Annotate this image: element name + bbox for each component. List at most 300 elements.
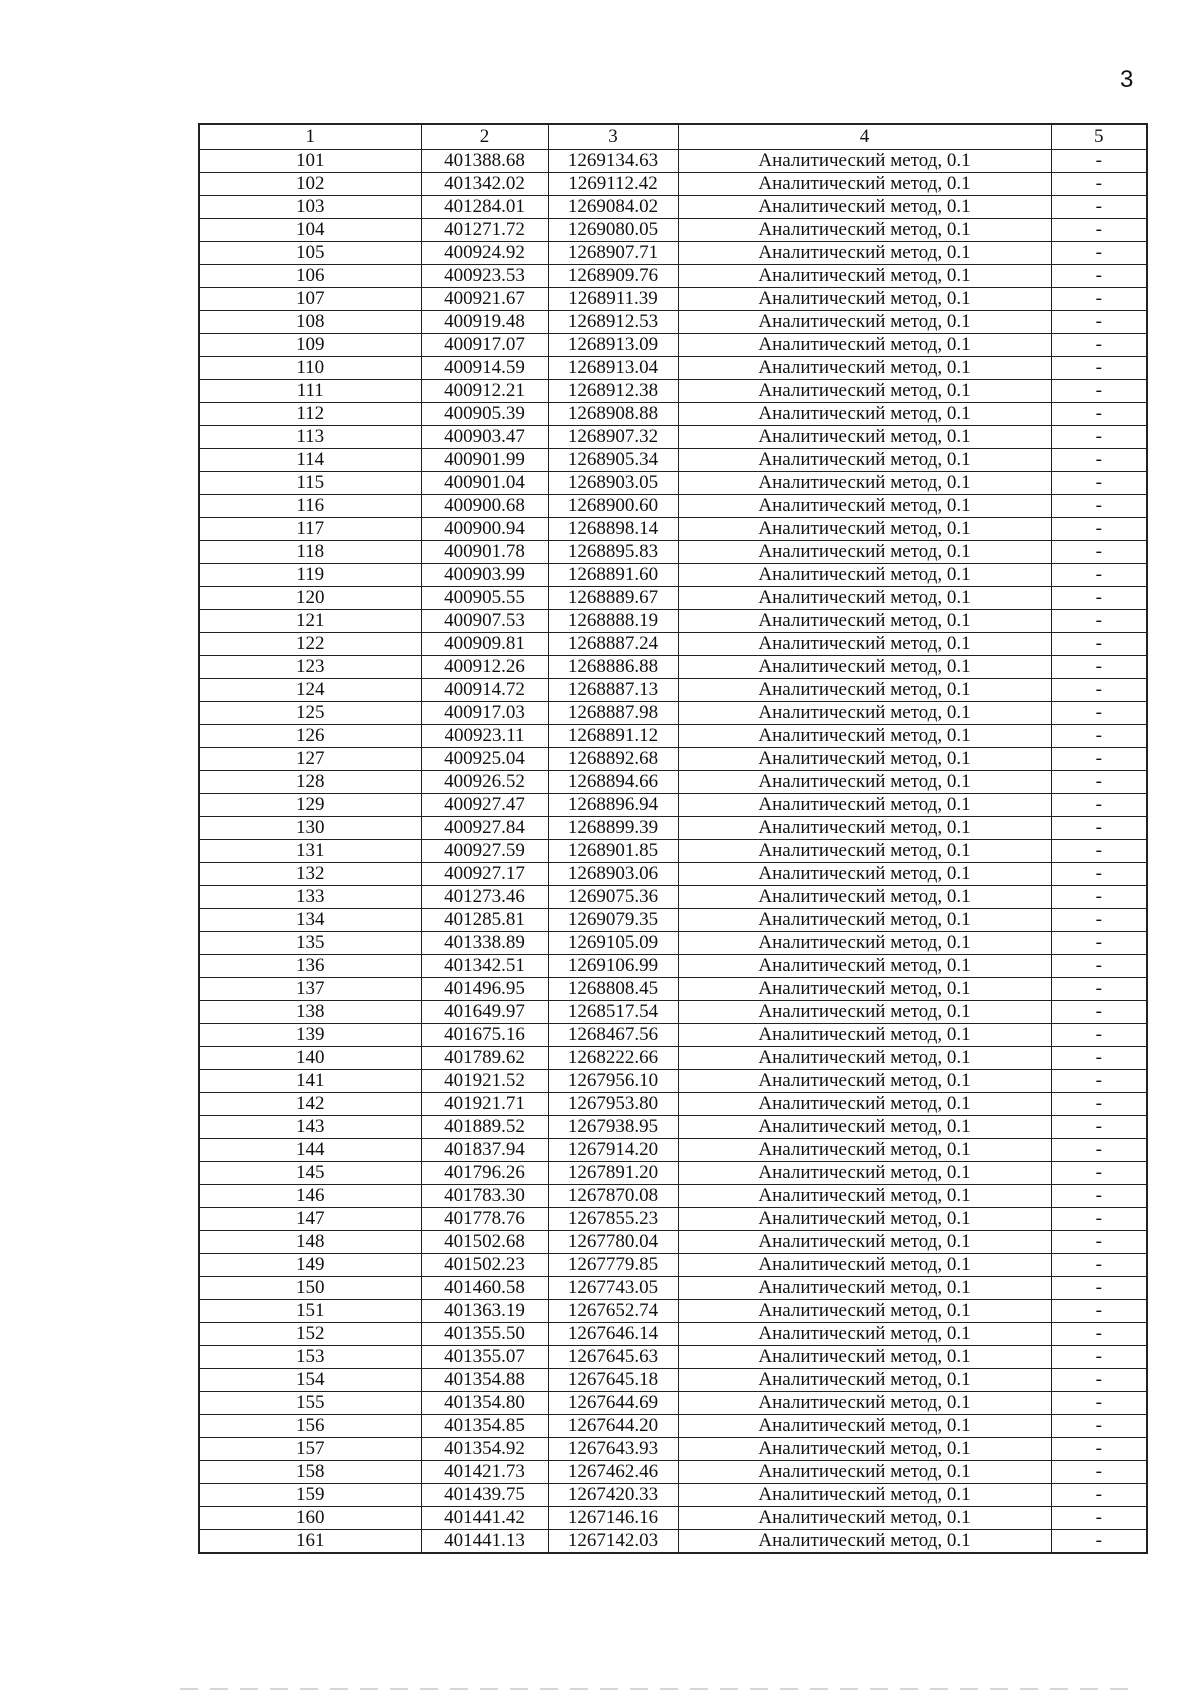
table-row — [199, 1461, 1147, 1484]
note-cell: - — [1051, 725, 1147, 748]
x-coordinate-cell: 400926.52 — [421, 771, 548, 794]
scan-artifact-line — [180, 1688, 1140, 1690]
column-header-5: 5 — [1051, 124, 1147, 150]
point-number-cell: 118 — [199, 541, 421, 564]
table-row — [199, 587, 1147, 610]
y-coordinate-cell: 1267779.85 — [548, 1254, 678, 1277]
table-row — [199, 311, 1147, 334]
point-number-cell: 143 — [199, 1116, 421, 1139]
y-coordinate-cell: 1267462.46 — [548, 1461, 678, 1484]
point-number-cell: 132 — [199, 863, 421, 886]
x-coordinate-cell: 401502.68 — [421, 1231, 548, 1254]
y-coordinate-cell: 1267420.33 — [548, 1484, 678, 1507]
x-coordinate-cell: 400927.84 — [421, 817, 548, 840]
y-coordinate-cell: 1268913.04 — [548, 357, 678, 380]
x-coordinate-cell: 401921.52 — [421, 1070, 548, 1093]
x-coordinate-cell: 401439.75 — [421, 1484, 548, 1507]
y-coordinate-cell: 1268891.60 — [548, 564, 678, 587]
note-cell: - — [1051, 863, 1147, 886]
point-number-cell: 121 — [199, 610, 421, 633]
note-cell: - — [1051, 656, 1147, 679]
method-accuracy-cell: Аналитический метод, 0.1 — [678, 472, 1051, 495]
note-cell: - — [1051, 449, 1147, 472]
point-number-cell: 107 — [199, 288, 421, 311]
note-cell: - — [1051, 1208, 1147, 1231]
table-row — [199, 334, 1147, 357]
method-accuracy-cell: Аналитический метод, 0.1 — [678, 610, 1051, 633]
note-cell: - — [1051, 495, 1147, 518]
method-accuracy-cell: Аналитический метод, 0.1 — [678, 1277, 1051, 1300]
method-accuracy-cell: Аналитический метод, 0.1 — [678, 702, 1051, 725]
point-number-cell: 152 — [199, 1323, 421, 1346]
point-number-cell: 159 — [199, 1484, 421, 1507]
note-cell: - — [1051, 886, 1147, 909]
method-accuracy-cell: Аналитический метод, 0.1 — [678, 932, 1051, 955]
method-accuracy-cell: Аналитический метод, 0.1 — [678, 955, 1051, 978]
table-row — [199, 610, 1147, 633]
note-cell: - — [1051, 311, 1147, 334]
method-accuracy-cell: Аналитический метод, 0.1 — [678, 725, 1051, 748]
y-coordinate-cell: 1268891.12 — [548, 725, 678, 748]
point-number-cell: 146 — [199, 1185, 421, 1208]
x-coordinate-cell: 400912.21 — [421, 380, 548, 403]
point-number-cell: 110 — [199, 357, 421, 380]
table-row — [199, 426, 1147, 449]
method-accuracy-cell: Аналитический метод, 0.1 — [678, 1530, 1051, 1554]
note-cell: - — [1051, 196, 1147, 219]
x-coordinate-cell: 401441.13 — [421, 1530, 548, 1554]
x-coordinate-cell: 401421.73 — [421, 1461, 548, 1484]
y-coordinate-cell: 1267146.16 — [548, 1507, 678, 1530]
column-header-3: 3 — [548, 124, 678, 150]
table-row — [199, 1093, 1147, 1116]
y-coordinate-cell: 1268886.88 — [548, 656, 678, 679]
x-coordinate-cell: 401285.81 — [421, 909, 548, 932]
point-number-cell: 147 — [199, 1208, 421, 1231]
method-accuracy-cell: Аналитический метод, 0.1 — [678, 1116, 1051, 1139]
note-cell: - — [1051, 1024, 1147, 1047]
point-number-cell: 157 — [199, 1438, 421, 1461]
x-coordinate-cell: 401363.19 — [421, 1300, 548, 1323]
y-coordinate-cell: 1267646.14 — [548, 1323, 678, 1346]
note-cell: - — [1051, 1392, 1147, 1415]
x-coordinate-cell: 400927.17 — [421, 863, 548, 886]
table-row — [199, 173, 1147, 196]
y-coordinate-cell: 1268888.19 — [548, 610, 678, 633]
point-number-cell: 108 — [199, 311, 421, 334]
method-accuracy-cell: Аналитический метод, 0.1 — [678, 909, 1051, 932]
table-row — [199, 472, 1147, 495]
method-accuracy-cell: Аналитический метод, 0.1 — [678, 1323, 1051, 1346]
table-row — [199, 403, 1147, 426]
point-number-cell: 101 — [199, 150, 421, 173]
table-row — [199, 219, 1147, 242]
x-coordinate-cell: 401271.72 — [421, 219, 548, 242]
x-coordinate-cell: 400923.53 — [421, 265, 548, 288]
table-body — [199, 150, 1147, 1554]
point-number-cell: 112 — [199, 403, 421, 426]
table-row — [199, 748, 1147, 771]
x-coordinate-cell: 401354.85 — [421, 1415, 548, 1438]
note-cell: - — [1051, 1346, 1147, 1369]
y-coordinate-cell: 1269112.42 — [548, 173, 678, 196]
x-coordinate-cell: 401354.88 — [421, 1369, 548, 1392]
x-coordinate-cell: 401342.02 — [421, 173, 548, 196]
note-cell: - — [1051, 978, 1147, 1001]
y-coordinate-cell: 1268901.85 — [548, 840, 678, 863]
y-coordinate-cell: 1268903.06 — [548, 863, 678, 886]
note-cell: - — [1051, 1507, 1147, 1530]
x-coordinate-cell: 400900.68 — [421, 495, 548, 518]
note-cell: - — [1051, 242, 1147, 265]
x-coordinate-cell: 400905.39 — [421, 403, 548, 426]
table-row — [199, 1185, 1147, 1208]
table-row — [199, 771, 1147, 794]
point-number-cell: 137 — [199, 978, 421, 1001]
y-coordinate-cell: 1269080.05 — [548, 219, 678, 242]
note-cell: - — [1051, 564, 1147, 587]
table-row — [199, 1277, 1147, 1300]
method-accuracy-cell: Аналитический метод, 0.1 — [678, 1507, 1051, 1530]
y-coordinate-cell: 1269079.35 — [548, 909, 678, 932]
method-accuracy-cell: Аналитический метод, 0.1 — [678, 656, 1051, 679]
note-cell: - — [1051, 1323, 1147, 1346]
y-coordinate-cell: 1267743.05 — [548, 1277, 678, 1300]
table-row — [199, 909, 1147, 932]
table-row — [199, 449, 1147, 472]
note-cell: - — [1051, 219, 1147, 242]
note-cell: - — [1051, 265, 1147, 288]
point-number-cell: 104 — [199, 219, 421, 242]
note-cell: - — [1051, 380, 1147, 403]
method-accuracy-cell: Аналитический метод, 0.1 — [678, 334, 1051, 357]
method-accuracy-cell: Аналитический метод, 0.1 — [678, 748, 1051, 771]
y-coordinate-cell: 1268895.83 — [548, 541, 678, 564]
note-cell: - — [1051, 541, 1147, 564]
table-row — [199, 978, 1147, 1001]
x-coordinate-cell: 401460.58 — [421, 1277, 548, 1300]
point-number-cell: 151 — [199, 1300, 421, 1323]
point-number-cell: 117 — [199, 518, 421, 541]
column-header-4: 4 — [678, 124, 1051, 150]
point-number-cell: 122 — [199, 633, 421, 656]
table-row — [199, 1369, 1147, 1392]
table-row — [199, 679, 1147, 702]
note-cell: - — [1051, 1254, 1147, 1277]
method-accuracy-cell: Аналитический метод, 0.1 — [678, 541, 1051, 564]
y-coordinate-cell: 1268222.66 — [548, 1047, 678, 1070]
table-row — [199, 1254, 1147, 1277]
y-coordinate-cell: 1268903.05 — [548, 472, 678, 495]
method-accuracy-cell: Аналитический метод, 0.1 — [678, 449, 1051, 472]
x-coordinate-cell: 401502.23 — [421, 1254, 548, 1277]
column-header-1: 1 — [199, 124, 421, 150]
coordinates-table — [198, 123, 1148, 1554]
x-coordinate-cell: 400901.04 — [421, 472, 548, 495]
y-coordinate-cell: 1267855.23 — [548, 1208, 678, 1231]
y-coordinate-cell: 1269084.02 — [548, 196, 678, 219]
x-coordinate-cell: 401388.68 — [421, 150, 548, 173]
note-cell: - — [1051, 1001, 1147, 1024]
x-coordinate-cell: 400925.04 — [421, 748, 548, 771]
note-cell: - — [1051, 1162, 1147, 1185]
note-cell: - — [1051, 1093, 1147, 1116]
method-accuracy-cell: Аналитический метод, 0.1 — [678, 311, 1051, 334]
y-coordinate-cell: 1268912.53 — [548, 311, 678, 334]
y-coordinate-cell: 1269105.09 — [548, 932, 678, 955]
x-coordinate-cell: 401783.30 — [421, 1185, 548, 1208]
y-coordinate-cell: 1267652.74 — [548, 1300, 678, 1323]
table-row — [199, 1116, 1147, 1139]
method-accuracy-cell: Аналитический метод, 0.1 — [678, 1346, 1051, 1369]
table-row — [199, 1139, 1147, 1162]
point-number-cell: 116 — [199, 495, 421, 518]
method-accuracy-cell: Аналитический метод, 0.1 — [678, 1415, 1051, 1438]
point-number-cell: 141 — [199, 1070, 421, 1093]
x-coordinate-cell: 401354.80 — [421, 1392, 548, 1415]
y-coordinate-cell: 1268887.98 — [548, 702, 678, 725]
x-coordinate-cell: 401778.76 — [421, 1208, 548, 1231]
y-coordinate-cell: 1267953.80 — [548, 1093, 678, 1116]
note-cell: - — [1051, 1461, 1147, 1484]
table-row — [199, 1507, 1147, 1530]
y-coordinate-cell: 1268517.54 — [548, 1001, 678, 1024]
method-accuracy-cell: Аналитический метод, 0.1 — [678, 426, 1051, 449]
note-cell: - — [1051, 403, 1147, 426]
point-number-cell: 149 — [199, 1254, 421, 1277]
column-header-2: 2 — [421, 124, 548, 150]
x-coordinate-cell: 400905.55 — [421, 587, 548, 610]
method-accuracy-cell: Аналитический метод, 0.1 — [678, 1300, 1051, 1323]
note-cell: - — [1051, 1415, 1147, 1438]
note-cell: - — [1051, 794, 1147, 817]
y-coordinate-cell: 1268898.14 — [548, 518, 678, 541]
x-coordinate-cell: 401649.97 — [421, 1001, 548, 1024]
note-cell: - — [1051, 909, 1147, 932]
x-coordinate-cell: 401338.89 — [421, 932, 548, 955]
x-coordinate-cell: 401796.26 — [421, 1162, 548, 1185]
point-number-cell: 105 — [199, 242, 421, 265]
table-row — [199, 932, 1147, 955]
y-coordinate-cell: 1268900.60 — [548, 495, 678, 518]
method-accuracy-cell: Аналитический метод, 0.1 — [678, 587, 1051, 610]
note-cell: - — [1051, 771, 1147, 794]
y-coordinate-cell: 1267891.20 — [548, 1162, 678, 1185]
point-number-cell: 125 — [199, 702, 421, 725]
table-row — [199, 380, 1147, 403]
table-row — [199, 794, 1147, 817]
method-accuracy-cell: Аналитический метод, 0.1 — [678, 380, 1051, 403]
point-number-cell: 124 — [199, 679, 421, 702]
point-number-cell: 136 — [199, 955, 421, 978]
table-row — [199, 196, 1147, 219]
x-coordinate-cell: 400912.26 — [421, 656, 548, 679]
y-coordinate-cell: 1268909.76 — [548, 265, 678, 288]
note-cell: - — [1051, 633, 1147, 656]
note-cell: - — [1051, 817, 1147, 840]
table-row — [199, 817, 1147, 840]
table-row — [199, 1484, 1147, 1507]
x-coordinate-cell: 401496.95 — [421, 978, 548, 1001]
point-number-cell: 158 — [199, 1461, 421, 1484]
table-header — [199, 124, 1147, 150]
note-cell: - — [1051, 150, 1147, 173]
point-number-cell: 139 — [199, 1024, 421, 1047]
table-row — [199, 886, 1147, 909]
table-row — [199, 840, 1147, 863]
y-coordinate-cell: 1268808.45 — [548, 978, 678, 1001]
x-coordinate-cell: 401441.42 — [421, 1507, 548, 1530]
point-number-cell: 161 — [199, 1530, 421, 1554]
table-row — [199, 1001, 1147, 1024]
table-row — [199, 633, 1147, 656]
y-coordinate-cell: 1268467.56 — [548, 1024, 678, 1047]
y-coordinate-cell: 1268912.38 — [548, 380, 678, 403]
method-accuracy-cell: Аналитический метод, 0.1 — [678, 1392, 1051, 1415]
method-accuracy-cell: Аналитический метод, 0.1 — [678, 679, 1051, 702]
table-row — [199, 242, 1147, 265]
y-coordinate-cell: 1268908.88 — [548, 403, 678, 426]
table-row — [199, 541, 1147, 564]
method-accuracy-cell: Аналитический метод, 0.1 — [678, 242, 1051, 265]
method-accuracy-cell: Аналитический метод, 0.1 — [678, 794, 1051, 817]
method-accuracy-cell: Аналитический метод, 0.1 — [678, 978, 1051, 1001]
note-cell: - — [1051, 173, 1147, 196]
x-coordinate-cell: 400907.53 — [421, 610, 548, 633]
method-accuracy-cell: Аналитический метод, 0.1 — [678, 196, 1051, 219]
method-accuracy-cell: Аналитический метод, 0.1 — [678, 1001, 1051, 1024]
x-coordinate-cell: 400909.81 — [421, 633, 548, 656]
x-coordinate-cell: 401355.50 — [421, 1323, 548, 1346]
y-coordinate-cell: 1269075.36 — [548, 886, 678, 909]
x-coordinate-cell: 400901.78 — [421, 541, 548, 564]
note-cell: - — [1051, 702, 1147, 725]
table-row — [199, 1162, 1147, 1185]
x-coordinate-cell: 400917.07 — [421, 334, 548, 357]
method-accuracy-cell: Аналитический метод, 0.1 — [678, 1162, 1051, 1185]
method-accuracy-cell: Аналитический метод, 0.1 — [678, 771, 1051, 794]
x-coordinate-cell: 401354.92 — [421, 1438, 548, 1461]
note-cell: - — [1051, 357, 1147, 380]
note-cell: - — [1051, 1047, 1147, 1070]
method-accuracy-cell: Аналитический метод, 0.1 — [678, 1231, 1051, 1254]
point-number-cell: 154 — [199, 1369, 421, 1392]
method-accuracy-cell: Аналитический метод, 0.1 — [678, 840, 1051, 863]
y-coordinate-cell: 1268907.32 — [548, 426, 678, 449]
method-accuracy-cell: Аналитический метод, 0.1 — [678, 357, 1051, 380]
point-number-cell: 138 — [199, 1001, 421, 1024]
y-coordinate-cell: 1267870.08 — [548, 1185, 678, 1208]
point-number-cell: 131 — [199, 840, 421, 863]
method-accuracy-cell: Аналитический метод, 0.1 — [678, 219, 1051, 242]
note-cell: - — [1051, 932, 1147, 955]
note-cell: - — [1051, 748, 1147, 771]
method-accuracy-cell: Аналитический метод, 0.1 — [678, 495, 1051, 518]
point-number-cell: 114 — [199, 449, 421, 472]
method-accuracy-cell: Аналитический метод, 0.1 — [678, 1484, 1051, 1507]
point-number-cell: 109 — [199, 334, 421, 357]
x-coordinate-cell: 400917.03 — [421, 702, 548, 725]
table-row — [199, 955, 1147, 978]
x-coordinate-cell: 400924.92 — [421, 242, 548, 265]
table-row — [199, 1300, 1147, 1323]
point-number-cell: 113 — [199, 426, 421, 449]
table-row — [199, 1346, 1147, 1369]
x-coordinate-cell: 400919.48 — [421, 311, 548, 334]
x-coordinate-cell: 401675.16 — [421, 1024, 548, 1047]
point-number-cell: 129 — [199, 794, 421, 817]
note-cell: - — [1051, 1438, 1147, 1461]
note-cell: - — [1051, 1116, 1147, 1139]
point-number-cell: 120 — [199, 587, 421, 610]
note-cell: - — [1051, 840, 1147, 863]
table-row — [199, 495, 1147, 518]
x-coordinate-cell: 400914.72 — [421, 679, 548, 702]
point-number-cell: 115 — [199, 472, 421, 495]
y-coordinate-cell: 1267645.63 — [548, 1346, 678, 1369]
note-cell: - — [1051, 1530, 1147, 1554]
method-accuracy-cell: Аналитический метод, 0.1 — [678, 403, 1051, 426]
method-accuracy-cell: Аналитический метод, 0.1 — [678, 817, 1051, 840]
note-cell: - — [1051, 288, 1147, 311]
method-accuracy-cell: Аналитический метод, 0.1 — [678, 886, 1051, 909]
table-row — [199, 1323, 1147, 1346]
method-accuracy-cell: Аналитический метод, 0.1 — [678, 1093, 1051, 1116]
y-coordinate-cell: 1267142.03 — [548, 1530, 678, 1554]
note-cell: - — [1051, 472, 1147, 495]
point-number-cell: 148 — [199, 1231, 421, 1254]
note-cell: - — [1051, 1070, 1147, 1093]
y-coordinate-cell: 1269134.63 — [548, 150, 678, 173]
y-coordinate-cell: 1267644.69 — [548, 1392, 678, 1415]
method-accuracy-cell: Аналитический метод, 0.1 — [678, 518, 1051, 541]
table-row — [199, 564, 1147, 587]
page-number: 3 — [1120, 66, 1134, 93]
method-accuracy-cell: Аналитический метод, 0.1 — [678, 288, 1051, 311]
point-number-cell: 126 — [199, 725, 421, 748]
note-cell: - — [1051, 1300, 1147, 1323]
table-row — [199, 357, 1147, 380]
x-coordinate-cell: 400914.59 — [421, 357, 548, 380]
y-coordinate-cell: 1268913.09 — [548, 334, 678, 357]
coordinates-table-container — [198, 123, 1146, 1554]
point-number-cell: 135 — [199, 932, 421, 955]
table-row — [199, 702, 1147, 725]
point-number-cell: 142 — [199, 1093, 421, 1116]
note-cell: - — [1051, 1369, 1147, 1392]
point-number-cell: 106 — [199, 265, 421, 288]
y-coordinate-cell: 1268887.24 — [548, 633, 678, 656]
method-accuracy-cell: Аналитический метод, 0.1 — [678, 863, 1051, 886]
point-number-cell: 119 — [199, 564, 421, 587]
table-row — [199, 656, 1147, 679]
note-cell: - — [1051, 610, 1147, 633]
y-coordinate-cell: 1267938.95 — [548, 1116, 678, 1139]
y-coordinate-cell: 1268892.68 — [548, 748, 678, 771]
note-cell: - — [1051, 1231, 1147, 1254]
point-number-cell: 111 — [199, 380, 421, 403]
method-accuracy-cell: Аналитический метод, 0.1 — [678, 1461, 1051, 1484]
y-coordinate-cell: 1267644.20 — [548, 1415, 678, 1438]
table-row — [199, 1070, 1147, 1093]
x-coordinate-cell: 400903.47 — [421, 426, 548, 449]
point-number-cell: 134 — [199, 909, 421, 932]
point-number-cell: 156 — [199, 1415, 421, 1438]
point-number-cell: 160 — [199, 1507, 421, 1530]
table-row — [199, 518, 1147, 541]
y-coordinate-cell: 1267780.04 — [548, 1231, 678, 1254]
method-accuracy-cell: Аналитический метод, 0.1 — [678, 1024, 1051, 1047]
